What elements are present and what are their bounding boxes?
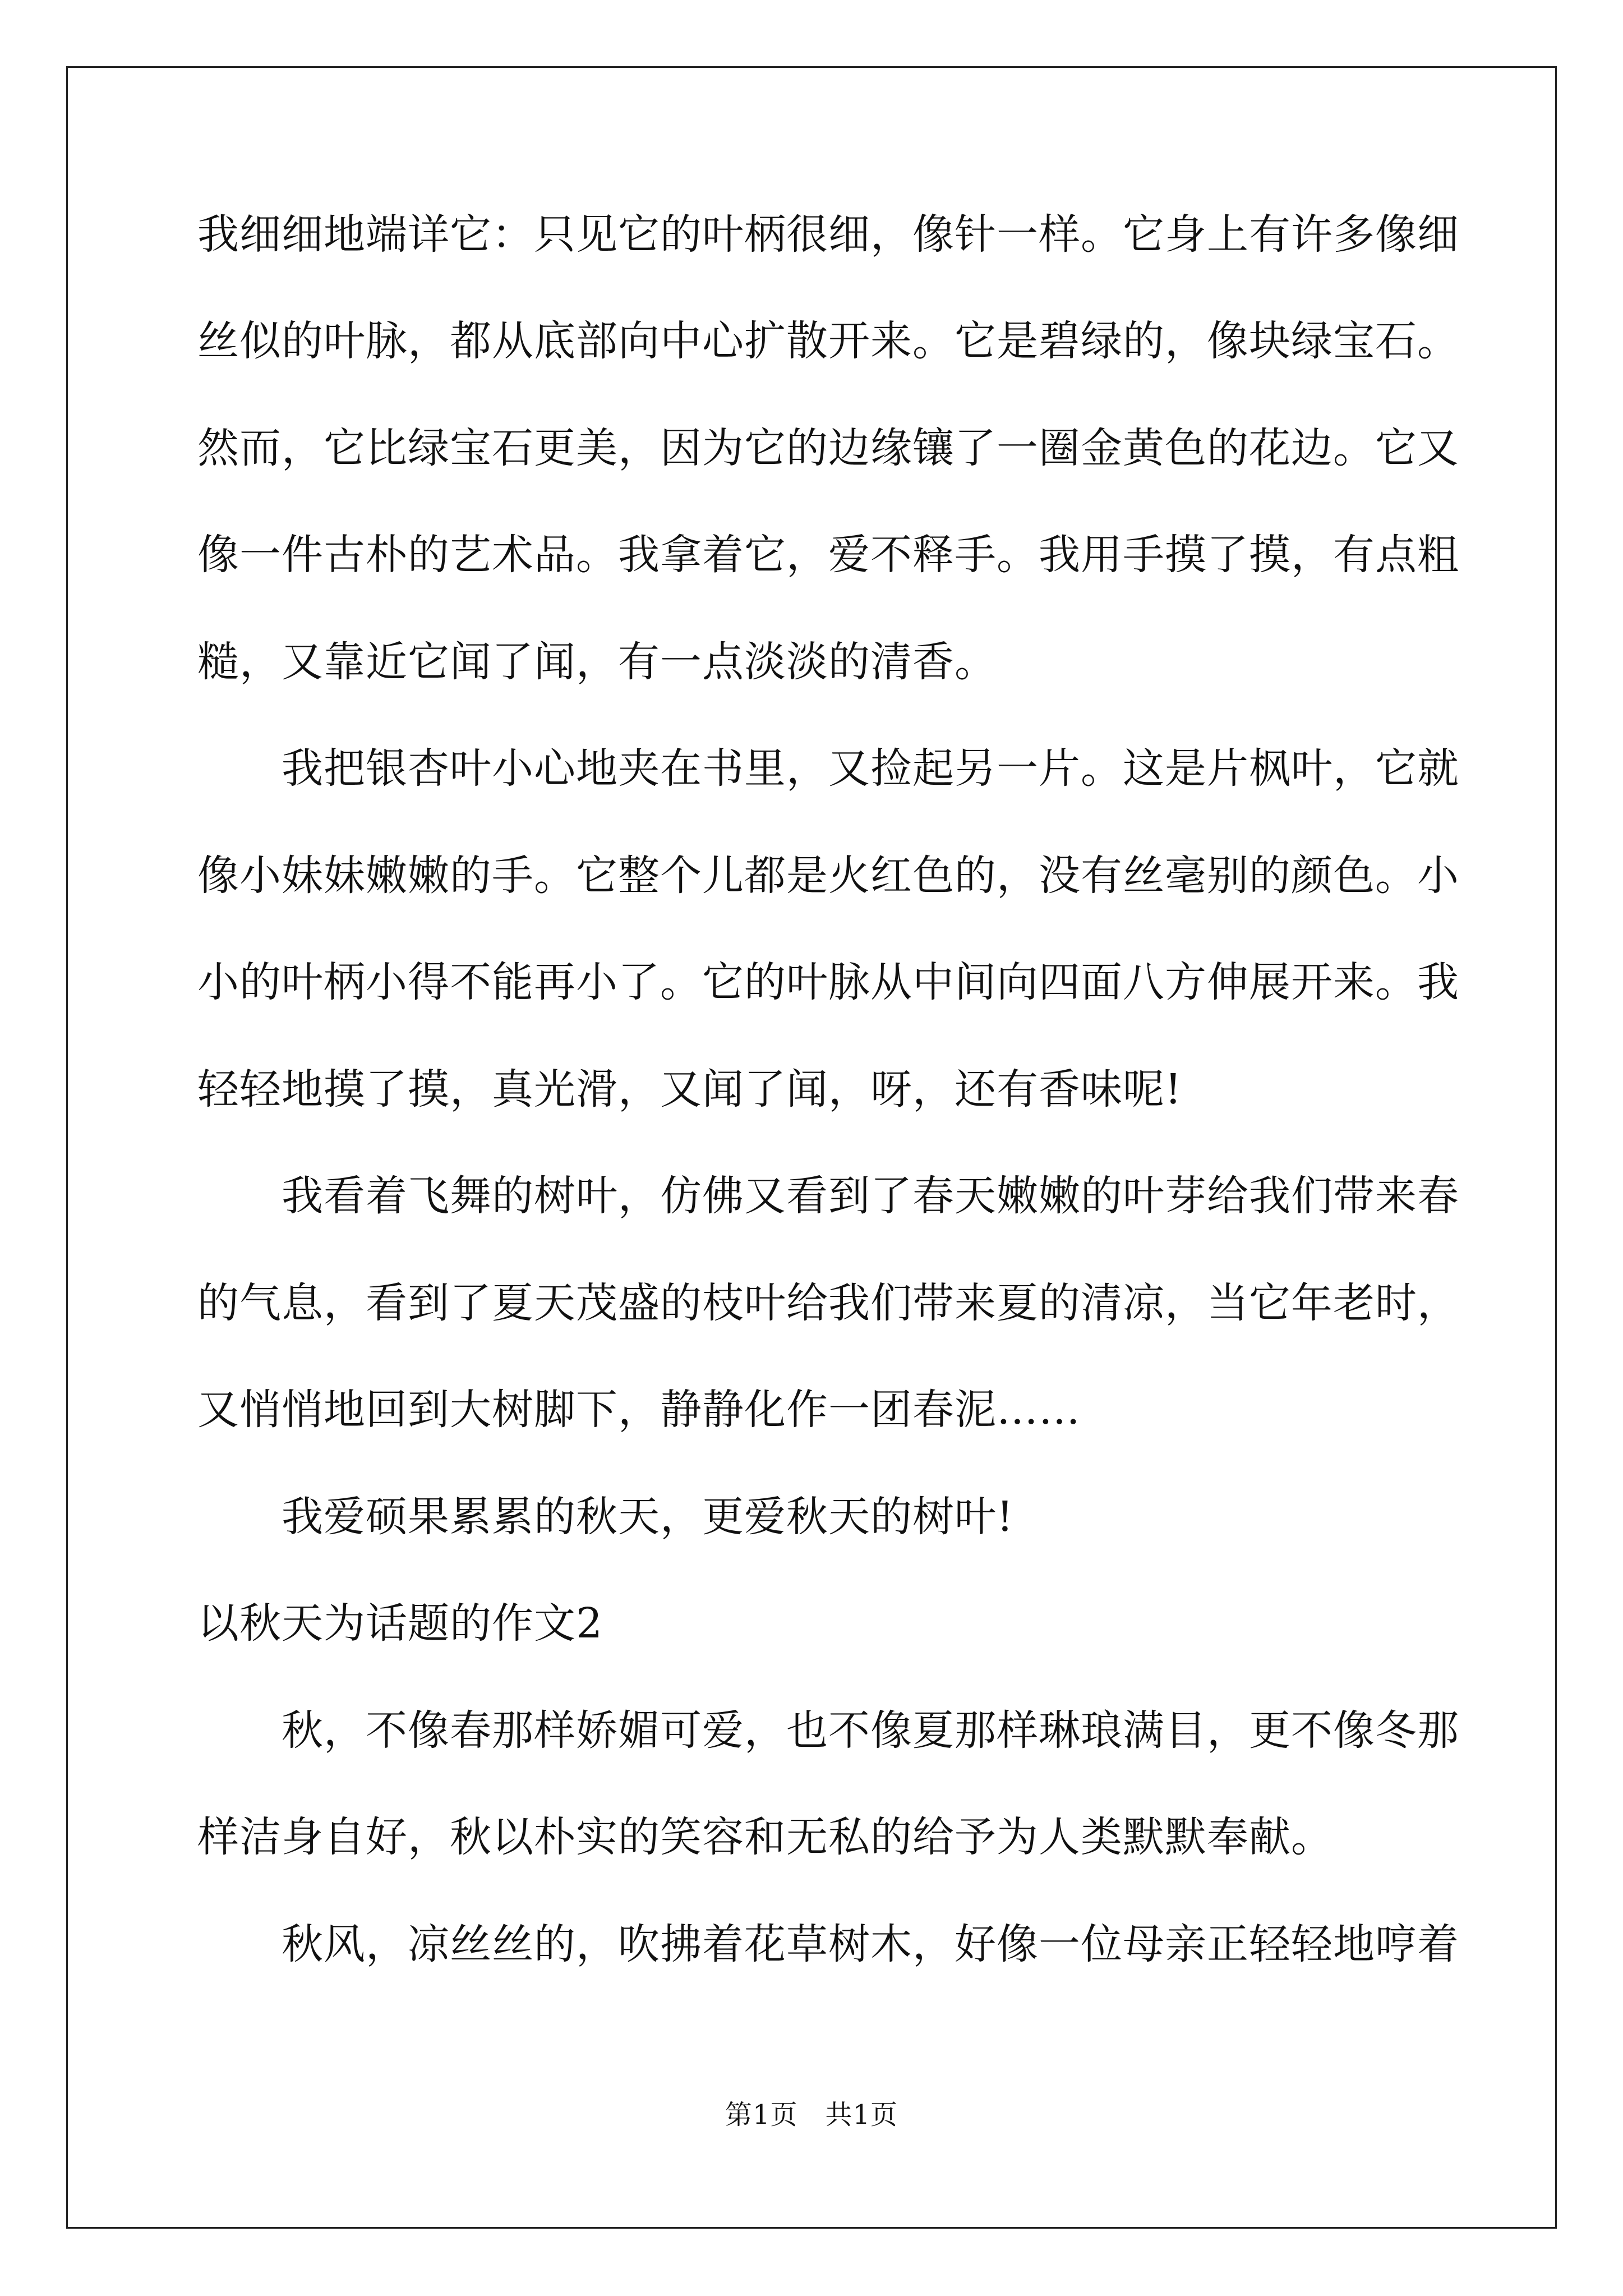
text-line: 丝似的叶脉，都从底部向中心扩散开来。它是碧绿的，像块绿宝石。 [197, 317, 1459, 365]
text-line: 像一件古朴的艺术品。我拿着它，爱不释手。我用手摸了摸，有点粗 [197, 531, 1459, 579]
text-line: 的气息，看到了夏天茂盛的枝叶给我们带来夏的清凉，当它年老时， [197, 1279, 1459, 1327]
text-line: 轻轻地摸了摸，真光滑，又闻了闻，呀，还有香味呢! [197, 1065, 1182, 1114]
text-line: 像小妹妹嫩嫩的手。它整个儿都是火红色的，没有丝毫别的颜色。小 [197, 852, 1459, 900]
page-footer: 第1页 共1页 [725, 2099, 898, 2131]
text-line: 秋风，凉丝丝的，吹拂着花草树木，好像一位母亲正轻轻地哼着 [282, 1920, 1459, 1968]
text-line: 秋，不像春那样娇媚可爱，也不像夏那样琳琅满目，更不像冬那 [282, 1706, 1459, 1755]
text-line: 糙，又靠近它闻了闻，有一点淡淡的清香。 [197, 638, 997, 686]
text-line: 样洁身自好，秋以朴实的笑容和无私的给予为人类默默奉献。 [197, 1813, 1333, 1861]
text-line: 小的叶柄小得不能再小了。它的叶脉从中间向四面八方伸展开来。我 [197, 958, 1459, 1006]
page-border [66, 66, 1557, 2229]
text-line: 然而，它比绿宝石更美，因为它的边缘镶了一圈金黄色的花边。它又 [197, 424, 1459, 472]
text-line: 我把银杏叶小心地夹在书里，又捡起另一片。这是片枫叶，它就 [282, 744, 1459, 793]
text-line: 我看着飞舞的树叶，仿佛又看到了春天嫩嫩的叶芽给我们带来春 [282, 1172, 1459, 1220]
text-line: 我细细地端详它：只见它的叶柄很细，像针一样。它身上有许多像细 [197, 210, 1459, 259]
text-line: 我爱硕果累累的秋天，更爱秋天的树叶! [282, 1493, 1014, 1541]
section-heading: 以秋天为话题的作文2 [197, 1599, 603, 1648]
text-line: 又悄悄地回到大树脚下，静静化作一团春泥…… [197, 1386, 1081, 1434]
